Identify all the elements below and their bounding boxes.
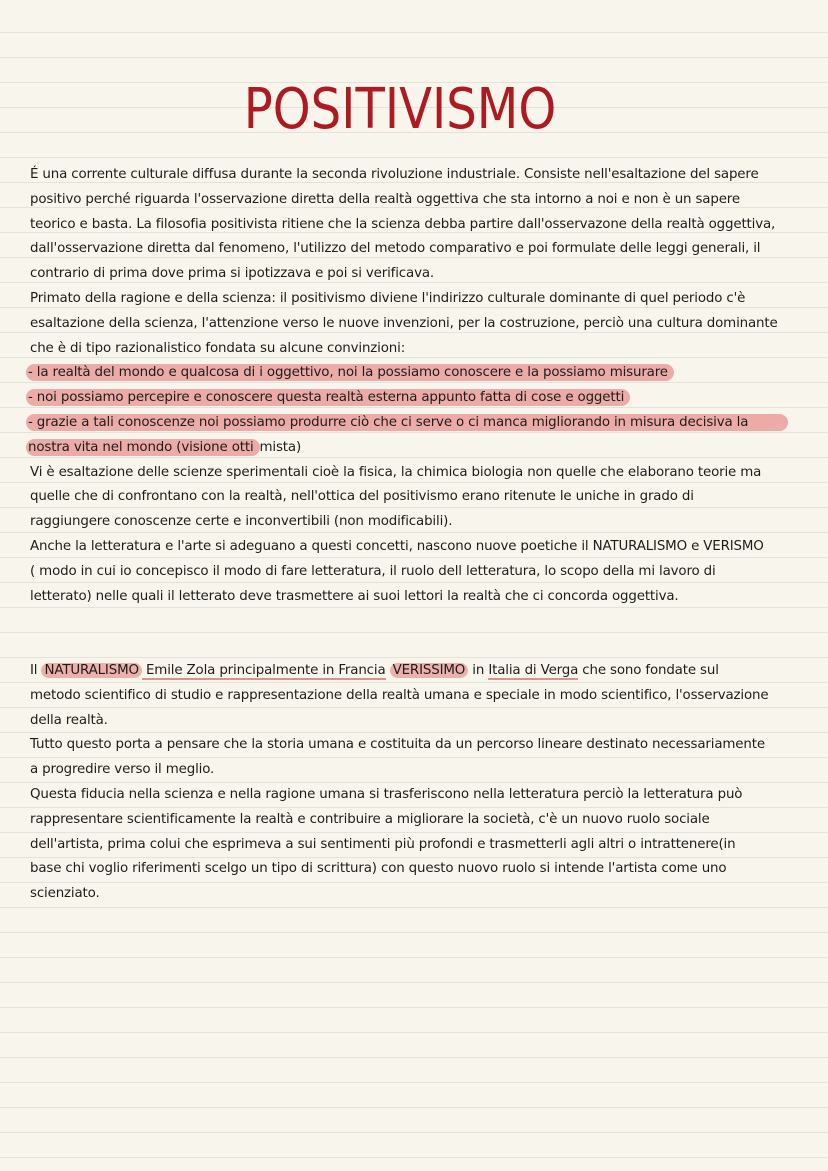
- text-line: scienziato.: [30, 886, 100, 902]
- text-line: quelle che di confrontano con la realtà, nell'ottica del positivismo erano ritenute le uniche in grado di: [30, 489, 694, 505]
- paragraph-gap: [30, 609, 800, 659]
- text-span: che sono fondate sul: [578, 662, 719, 678]
- text-line: dall'osservazione diretta dal fenomeno, l'utilizzo del metodo comparativo e poi formulate delle leggi generali, il: [30, 241, 761, 257]
- text-span: mista): [259, 439, 302, 455]
- text-span: in: [468, 662, 489, 678]
- text-line: a progredire verso il meglio.: [30, 762, 215, 778]
- text-span: Il: [30, 662, 42, 678]
- text-span: [386, 663, 390, 678]
- notes-body: [30, 163, 800, 907]
- highlight-verissimo: VERISSIMO: [390, 663, 469, 678]
- text-line: della realtà.: [30, 712, 108, 728]
- text-line: letterato) nelle quali il letterato deve trasmettere ai suoi lettori la realtà che ci concorda oggettiva.: [30, 588, 679, 604]
- page-title: POSITIVISMO: [243, 77, 557, 142]
- text-line: esaltazione della scienza, l'attenzione verso le nuove invenzioni, per la costruzione, perciò una cultura dominante: [30, 315, 778, 331]
- bullet-line: [30, 436, 800, 461]
- highlight-naturalismo: NATURALISMO: [41, 663, 141, 678]
- bullet-line: [30, 386, 800, 411]
- bullet-line: [30, 411, 800, 436]
- text-line: Primato della ragione e della scienza: il positivismo diviene l'indirizzo culturale dominante di quel periodo c'è: [30, 290, 746, 306]
- highlight: - noi possiamo percepire e conoscere questa realtà esterna appunto fatta di cose e oggetti: [26, 389, 630, 406]
- text-line: Anche la letteratura e l'arte si adeguano a questi concetti, nascono nuove poetiche il NATURALISMO e VERISMO: [30, 538, 764, 554]
- underline-verga: Italia di Verga: [488, 662, 579, 678]
- bullet-line: [30, 361, 800, 386]
- text-line: base chi voglio riferimenti scelgo un tipo di scrittura) con questo nuovo ruolo si intende l'artista come uno: [30, 861, 727, 877]
- text-line: ( modo in cui io concepisco il modo di fare letteratura, il ruolo dell letteratura, lo scopo della mi lavoro di: [30, 563, 716, 579]
- text-line: metodo scientifico di studio e rappresentazione della realtà umana e speciale in modo scientifico, l'osservazione: [30, 687, 769, 703]
- highlight: nostra vita nel mondo (visione otti: [26, 439, 260, 456]
- text-line: Vi è esaltazione delle scienze sperimentali cioè la fisica, la chimica biologia non quelle che elaborano teorie ma: [30, 464, 762, 480]
- text-line: contrario di prima dove prima si ipotizzava e poi si verificava.: [30, 266, 435, 282]
- underline-zola: Emile Zola principalmente in Francia: [141, 662, 386, 678]
- text-line: positivo perché riguarda l'osservazione diretta della realtà oggettiva che sta intorno a noi e non è un sapere: [30, 191, 740, 207]
- text-line: raggiungere conoscenze certe e inconvertibili (non modificabili).: [30, 514, 453, 530]
- text-line: che è di tipo razionalistico fondata su alcune convinzioni:: [30, 340, 406, 356]
- text-line: É una corrente culturale diffusa durante la seconda rivoluzione industriale. Consiste nell'esaltazione del sapere: [30, 167, 759, 182]
- text-line: Tutto questo porta a pensare che la storia umana e costituita da un percorso lineare destinato necessariamente: [30, 737, 765, 753]
- text-line: Questa fiducia nella scienza e nella ragione umana si trasferiscono nella letteratura perciò la letteratura può: [30, 786, 743, 802]
- text-line: teorico e basta. La filosofia positivista ritiene che la scienza debba partire dall'osservazone della realtà oggettiva,: [30, 216, 776, 232]
- text-line: [30, 659, 800, 684]
- highlight: - la realtà del mondo e qualcosa di i oggettivo, noi la possiamo conoscere e la possiamo misurare: [26, 364, 674, 381]
- highlight: - grazie a tali conoscenze noi possiamo produrre ciò che ci serve o ci manca migliorando in misura decisiva la: [26, 414, 788, 431]
- text-line: dell'artista, prima colui che esprimeva a sui sentimenti più profondi e trasmetterli agli altri o intrattenere(in: [30, 836, 736, 852]
- text-line: rappresentare scientificamente la realtà e contribuire a migliorare la società, c'è un nuovo ruolo sociale: [30, 811, 710, 827]
